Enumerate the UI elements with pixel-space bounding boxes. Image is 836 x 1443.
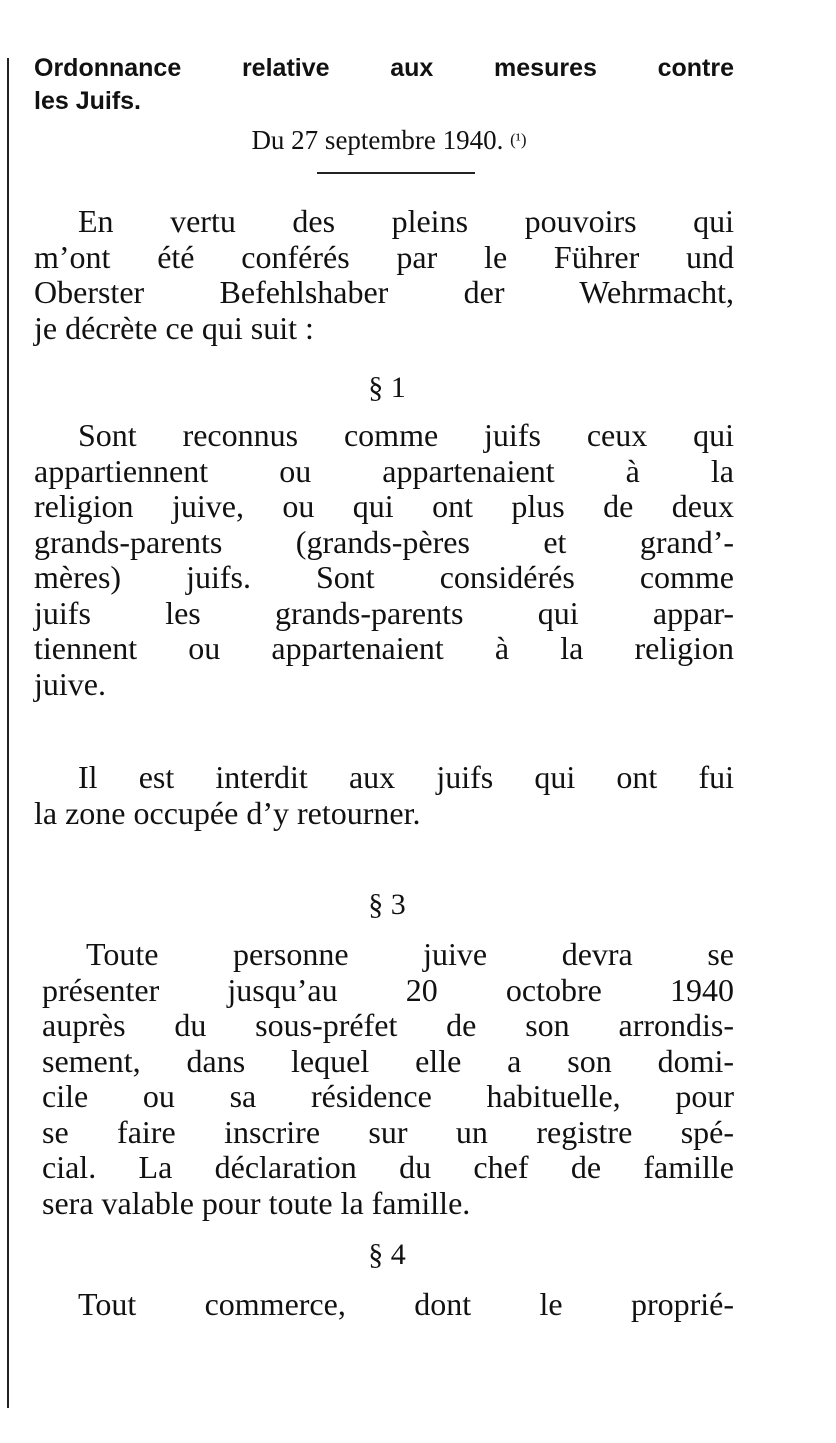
section-1-line: Sont reconnus comme juifs ceux qui [78, 417, 734, 453]
section-1-line: appartiennent ou appartenaient à la [34, 452, 734, 489]
section-1-line: juifs les grands-parents qui appar- [34, 594, 734, 631]
section-3-heading: § 3 [368, 888, 406, 921]
title-divider [317, 172, 475, 174]
margin-rule [7, 58, 9, 1408]
preamble-line: Oberster Befehlshaber der Wehrmacht, [34, 274, 734, 310]
ordinance-date: Du 27 septembre 1940. [251, 125, 504, 155]
section-1-line: tiennent ou appartenaient à la religion [34, 630, 734, 666]
section-1-line: mères) juifs. Sont considérés comme [34, 559, 734, 595]
section-1-line: juive. [34, 665, 106, 702]
ordinance-title [34, 52, 734, 118]
section-3-line: Toute personne juive devra se [86, 936, 734, 972]
section-3-line: se faire inscrire sur un registre spé- [42, 1113, 734, 1150]
section-4-heading: § 4 [368, 1238, 406, 1271]
section-1-line: religion juive, ou qui ont plus de deux [34, 488, 734, 524]
preamble-line: En vertu des pleins pouvoirs qui [78, 203, 734, 239]
text-column [34, 52, 734, 1323]
section-3-line: présenter jusqu’au 20 octobre 1940 [42, 971, 734, 1008]
section-2-paragraph [34, 760, 734, 831]
title-line-2: les Juifs. [34, 87, 141, 115]
section-3-line: cile ou sa résidence habituelle, pour [42, 1078, 734, 1114]
section-3-line: sement, dans lequel elle a son domi- [42, 1042, 734, 1079]
section-3-line: auprès du sous-préfet de son arrondis- [42, 1007, 734, 1043]
preamble-line: je décrète ce qui suit : [34, 309, 314, 346]
section-3-line: sera valable pour toute la famille. [42, 1184, 471, 1221]
section-1-line: grands-parents (grands-pères et grand’- [34, 523, 734, 560]
section-4-line: Tout commerce, dont le proprié- [78, 1286, 734, 1322]
ordinance-date-line [34, 122, 734, 158]
section-1-paragraph [34, 418, 734, 702]
section-2-line: la zone occupée d’y retourner. [34, 794, 421, 831]
footnote-mark: (¹) [510, 130, 527, 149]
section-3-line: cial. La déclaration du chef de famille [42, 1149, 734, 1185]
title-line-1: Ordonnance relative aux mesures contre [34, 54, 734, 82]
section-3-paragraph [34, 937, 734, 1221]
preamble-line: m’ont été conférés par le Führer und [34, 238, 734, 275]
preamble-paragraph [34, 204, 734, 346]
section-2-line: Il est interdit aux juifs qui ont fui [78, 759, 734, 795]
section-1-heading: § 1 [368, 371, 406, 404]
section-4-paragraph [34, 1287, 734, 1323]
